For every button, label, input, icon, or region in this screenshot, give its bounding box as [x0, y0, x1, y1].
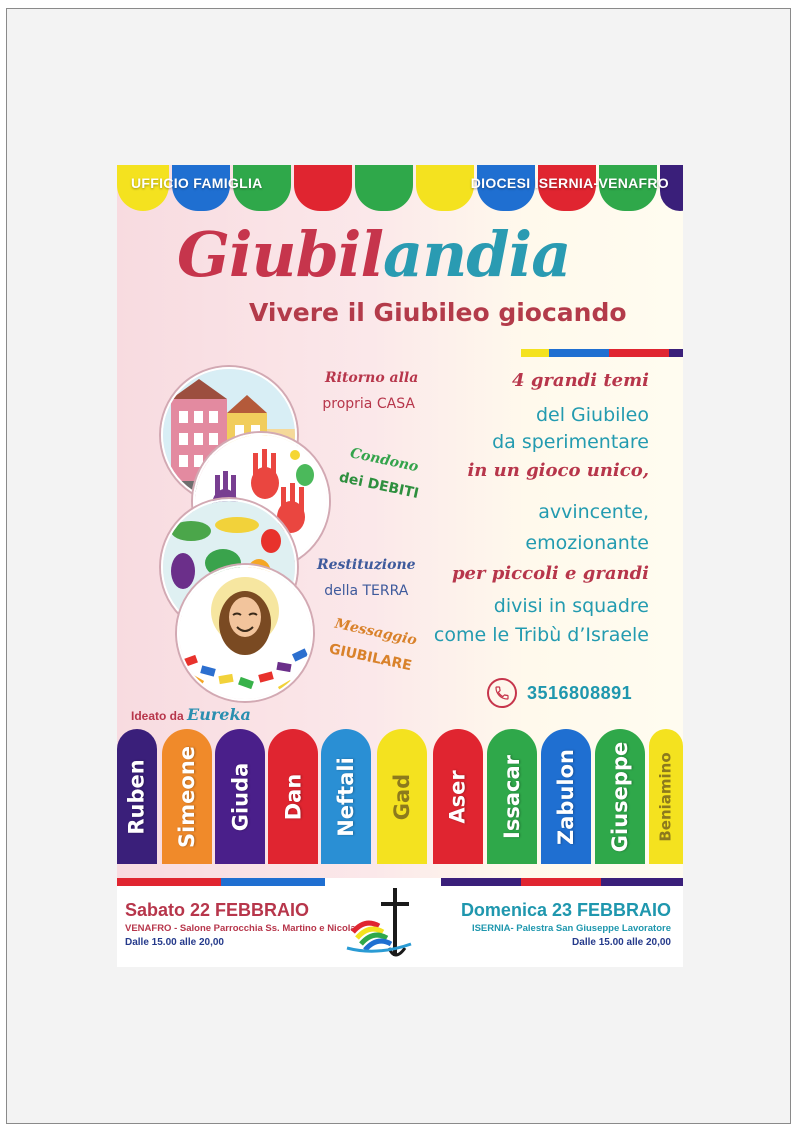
theme-house [322, 365, 419, 417]
phone-icon [487, 678, 517, 708]
tribe-stick [215, 729, 265, 864]
title-part1: Giubil [177, 218, 384, 291]
poster [117, 165, 683, 967]
tribe-stick [377, 729, 427, 864]
event-2-time: Dalle 15.00 alle 20,00 [572, 937, 671, 948]
theme-message-line1: Messaggio [333, 615, 419, 649]
credit-brand: Eureka [187, 705, 251, 724]
tribe-name: Giuda [228, 762, 252, 831]
theme-message-line2: GIUBILARE [327, 641, 414, 675]
theme-house-line2: propria CASA [322, 396, 415, 412]
phone-contact [487, 678, 632, 708]
theme-debts-line1: Condono [348, 445, 420, 476]
text-squadre: divisi in squadre [493, 595, 649, 617]
tribe-stick [487, 729, 537, 864]
event-1-day: Sabato 22 FEBBRAIO [125, 900, 310, 920]
tribe-name: Dan [281, 773, 305, 820]
tribe-stick [117, 729, 157, 864]
header-office: UFFICIO FAMIGLIA [131, 175, 263, 191]
tribe-name: Giuseppe [608, 741, 632, 852]
tribe-name: Simeone [175, 745, 200, 848]
tribe-stick [162, 729, 212, 864]
theme-debts-line2: dei DEBITI [337, 469, 421, 502]
text-emozionante: emozionante [525, 532, 649, 554]
phone-number: 3516808891 [527, 682, 633, 703]
event-2-place: ISERNIA- Palestra San Giuseppe Lavoratore [471, 923, 671, 934]
tribe-name: Zabulon [554, 748, 578, 845]
theme-land-line2: della TERRA [324, 583, 409, 599]
text-4-themes: 4 grandi temi [512, 370, 649, 391]
tribe-name: Neftali [334, 756, 358, 837]
header-diocese: DIOCESI ISERNIA-VENAFRO [470, 175, 669, 191]
jubilee-logo [343, 882, 431, 964]
tribe-name: Beniamino [657, 751, 675, 842]
color-bars-right [441, 878, 683, 886]
color-bars-left [117, 878, 325, 886]
text-piccoli-grandi: per piccoli e grandi [451, 563, 649, 584]
poster-title [177, 220, 570, 290]
color-bars-top [521, 349, 683, 357]
event-2-day: Domenica 23 FEBBRAIO [460, 900, 671, 920]
events-band [117, 878, 683, 967]
text-avvincente: avvincente, [538, 501, 649, 523]
theme-debts [336, 439, 426, 507]
tribe-stick [649, 729, 683, 864]
poster-subtitle: Vivere il Giubileo giocando [249, 298, 627, 327]
text-tribu: come le Tribù d’Israele [433, 624, 649, 646]
text-giubileo: del Giubileo [535, 404, 649, 426]
tribe-name: Aser [446, 769, 471, 824]
credit [131, 705, 251, 724]
tribe-name: Gad [389, 773, 414, 820]
tribe-name: Issacar [500, 754, 524, 839]
title-part2: andia [383, 218, 571, 291]
theme-land [317, 552, 416, 604]
text-sperimentare: da sperimentare [492, 431, 649, 453]
tribe-stick [541, 729, 591, 864]
theme-house-line1: Ritorno alla [325, 370, 419, 386]
tribe-name: Ruben [125, 758, 150, 835]
theme-message [327, 611, 420, 679]
tribe-stick [433, 729, 483, 864]
jesus-image [177, 565, 313, 701]
tribe-stick [595, 729, 645, 864]
event-1-place: VENAFRO - Salone Parrocchia Ss. Martino e Nicola [125, 923, 356, 934]
event-1-time: Dalle 15.00 alle 20,00 [125, 937, 224, 948]
text-gioco-unico: in un gioco unico, [467, 460, 649, 481]
tribe-stick [321, 729, 371, 864]
tribe-stick [268, 729, 318, 864]
credit-prefix: Ideato da [131, 709, 184, 723]
theme-land-line1: Restituzione [317, 557, 416, 573]
